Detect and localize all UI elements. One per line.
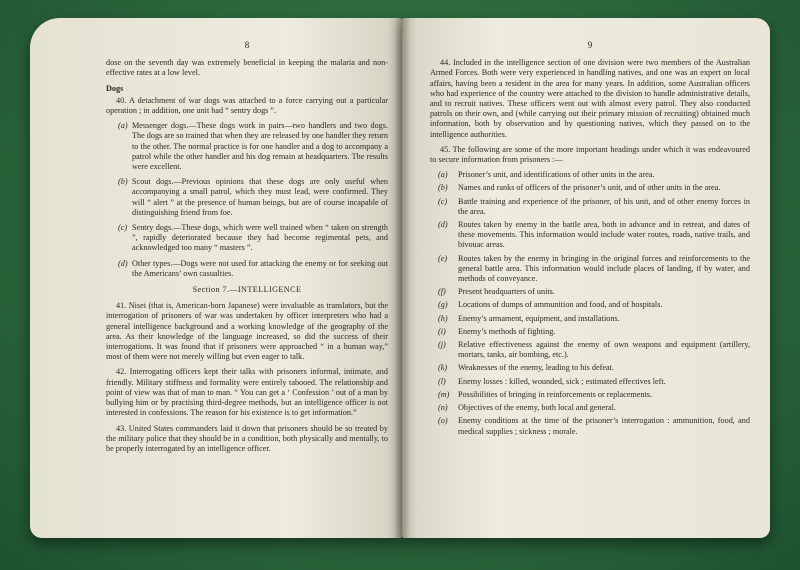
item-letter: (i): [438, 326, 446, 336]
item-text: Routes taken by enemy in the battle area, both in advance and in retreat, and dates of these movements. This information would include water routes, roads, native trails, and bivouac areas.: [458, 220, 750, 250]
item-letter: (l): [438, 376, 446, 386]
item-text: Enemy conditions at the time of the prisoner’s interrogation : ammunition, food, and medical supplies ; sickness ; morale.: [458, 416, 750, 436]
paragraph-42: 42. Interrogating officers kept their talks with prisoners informal, intimate, and friendly. Military stiffness and formality were entirely tabooed. The relationship and point of view was that of man to man. “ You can get a ‘ Confession ’ out of a man by bullying him or by practising third-degree methods, but an intelligence officer is not interested in confessions. The reason for his existence is to get information.”: [106, 367, 388, 418]
paragraph-45: 45. The following are some of the more important headings under which it was endeavoured to secure information from prisoners :—: [430, 144, 750, 165]
right-page-text: [430, 40, 750, 440]
list-item: [438, 300, 750, 310]
item-letter: (d): [438, 220, 448, 230]
list-item: [438, 327, 750, 337]
list-item: [438, 183, 750, 193]
item-text: Prisoner’s unit, and identifications of other units in the area.: [458, 170, 655, 180]
paragraph-41: 41. Nisei (that is, American-born Japanese) were invaluable as translators, but the interrogation of prisoners of war was undertaken by officer interpreters who had a general intelligence background and a working knowledge of the geography of the area. As their knowledge of the language increased, so did the success of their interrogations. It was found that if prisoners were approached “ in a human way,” most of them were not merely willing but even eager to talk.: [106, 301, 388, 362]
list-item: [438, 170, 750, 180]
item-letter: (k): [438, 363, 448, 373]
item-text: Weaknesses of the enemy, leading to his defeat.: [458, 363, 614, 373]
item-text: Relative effectiveness against the enemy of own weapons and equipment (artillery, mortars, tanks, air bombing, etc.).: [458, 340, 750, 360]
item-text: Messenger dogs.—These dogs work in pairs—two handlers and two dogs. The dogs are so trained that when they are released by one handler they return to the other. The normal practice is for one handler and a dog to accompany a patrol while the other handler and his dog remain at headquarters. The results were excellent.: [132, 121, 388, 172]
left-page: [30, 18, 402, 538]
item-text: Enemy losses : killed, wounded, sick ; estimated effectives left.: [458, 376, 666, 386]
list-item: [118, 177, 388, 218]
item-letter: (b): [438, 183, 448, 193]
item-letter: (f): [438, 287, 446, 297]
item-text: Other types.—Dogs were not used for attacking the enemy or for seeking out the Americans’ own casualties.: [132, 258, 388, 278]
left-page-text: [106, 40, 388, 459]
list-item: [438, 254, 750, 285]
list-item: [118, 223, 388, 254]
paragraph-40: 40. A detachment of war dogs was attached to a force carrying out a particular operation ; in addition, one unit had “ sentry dogs ”.: [106, 95, 388, 116]
item-letter: (c): [438, 196, 448, 206]
item-text: Names and ranks of officers of the prisoner’s unit, and of other units in the area.: [458, 183, 721, 193]
list-item: [438, 363, 750, 373]
book-spine-shadow: [394, 18, 410, 538]
list-item: [438, 390, 750, 400]
item-text: Locations of dumps of ammunition and food, and of hospitals.: [458, 300, 663, 310]
dog-types-list: [106, 121, 388, 279]
dogs-heading: Dogs: [106, 83, 124, 93]
information-headings-list: [430, 170, 750, 436]
open-booklet: [30, 18, 770, 553]
item-letter: (m): [438, 389, 450, 399]
item-letter: (c): [118, 223, 128, 233]
list-item: [438, 287, 750, 297]
item-text: Enemy’s methods of fighting.: [458, 326, 556, 336]
paragraph-43: 43. United States commanders laid it down that prisoners should be so treated by the military police that they should be in a condition, both physically and mentally, to be properly interrogated by an intelligence officer.: [106, 423, 388, 453]
item-text: Sentry dogs.—These dogs, which were well trained when “ taken on strength ”, rapidly deteriorated because they had become regimental pets, and acknowledged too many “ masters ”.: [132, 223, 388, 253]
left-intro: dose on the seventh day was extremely beneficial in keeping the malaria and non-effective rates at a low level.: [106, 58, 388, 78]
list-item: [118, 259, 388, 279]
list-item: [438, 220, 750, 251]
section-title: Section 7.—INTELLIGENCE: [192, 285, 302, 295]
item-letter: (j): [438, 340, 446, 350]
paragraph-44: 44. Included in the intelligence section of one division were two members of the Australian Armed Forces. Both were very experienced in handling natives, and one was an expert on local affairs, having been a resident in the area for many years. In addition, some Australian officers who had experience of the country were attached to the division to handle administrative details, and to recruit natives. These officers went out with almost every patrol. They also conducted patrols on their own, and (while carrying out their primary mission of recruiting) obtained much information, both by observation and by questioning natives, which they passed on to the intelligence authorities.: [430, 58, 750, 139]
item-letter: (a): [438, 170, 448, 180]
list-item: [438, 340, 750, 360]
list-item: [118, 121, 388, 172]
item-letter: (h): [438, 313, 448, 323]
item-text: Possibilities of bringing in reinforcements or replacements.: [458, 389, 652, 399]
list-item: [438, 197, 750, 217]
item-text: Scout dogs.—Previous opinions that these dogs are only useful when accompanying a small patrol, which they must lead, were confirmed. They will “ alert ” at the presence of human beings, but are of course incapable of distinguishing friend from foe.: [132, 177, 388, 217]
item-letter: (b): [118, 177, 128, 187]
item-letter: (d): [118, 258, 128, 268]
list-item: [438, 377, 750, 387]
list-item: [438, 403, 750, 413]
list-item: [438, 416, 750, 436]
item-letter: (a): [118, 121, 128, 131]
item-letter: (g): [438, 300, 448, 310]
item-text: Battle training and experience of the prisoner, of his unit, and of other enemy forces in the area.: [458, 196, 750, 216]
right-page-number: 9: [587, 40, 593, 50]
item-text: Present headquarters of units.: [458, 287, 555, 297]
list-item: [438, 314, 750, 324]
item-text: Enemy’s armament, equipment, and installations.: [458, 313, 620, 323]
item-letter: (e): [438, 253, 448, 263]
item-text: Objectives of the enemy, both local and general.: [458, 403, 616, 413]
right-page: [402, 18, 770, 538]
item-letter: (o): [438, 416, 448, 426]
left-page-number: 8: [244, 40, 250, 50]
item-text: Routes taken by the enemy in bringing in the original forces and reinforcements to the general battle area. This information would include places of landing, if by water, and methods of conveyance.: [458, 253, 750, 284]
item-letter: (n): [438, 403, 448, 413]
